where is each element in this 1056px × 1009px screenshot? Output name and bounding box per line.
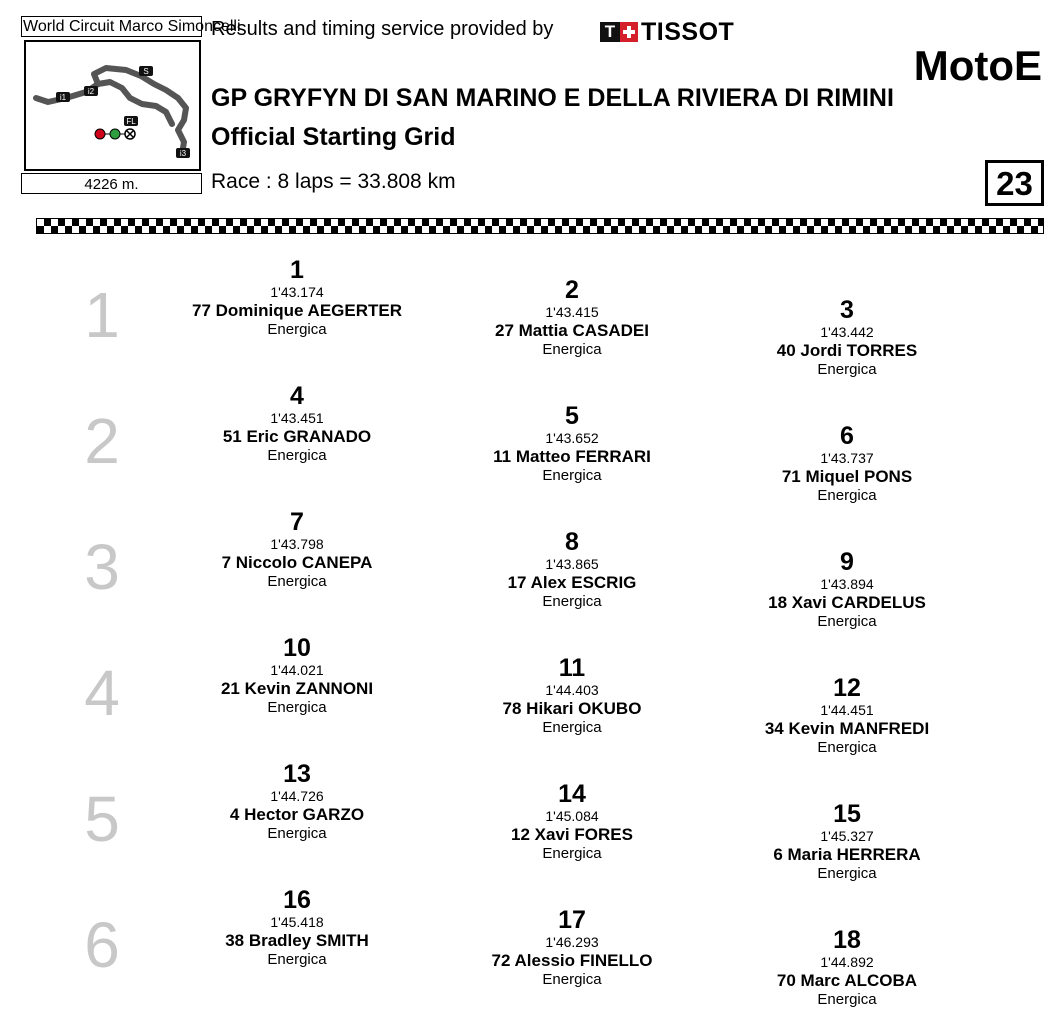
team-name: Energica [542, 971, 602, 988]
rider-name: 72 Alessio FINELLO [491, 951, 653, 970]
grid-position: 6 [840, 422, 854, 450]
team-name: Energica [817, 613, 877, 630]
team-name: Energica [817, 739, 877, 756]
grid-slot [707, 801, 987, 883]
grid-slot [157, 887, 437, 969]
team-name: Energica [817, 487, 877, 504]
grid-slot [157, 509, 437, 591]
team-name: Energica [542, 341, 602, 358]
team-name: Energica [267, 699, 327, 716]
rider-name: 6 Maria HERRERA [773, 845, 921, 864]
grid-slot [707, 423, 987, 505]
document-title: Official Starting Grid [211, 123, 456, 151]
team-name: Energica [542, 845, 602, 862]
grid-position: 5 [565, 402, 579, 430]
rider-name: 71 Miquel PONS [781, 467, 913, 486]
lap-time: 1'44.021 [270, 662, 324, 678]
lap-time: 1'44.403 [545, 682, 599, 698]
rider-name: 18 Xavi CARDELUS [768, 593, 926, 612]
grid-slot [432, 403, 712, 485]
team-name: Energica [267, 825, 327, 842]
class-name: MotoE [913, 42, 1042, 89]
grid-position: 15 [833, 800, 861, 828]
lap-time: 1'43.174 [270, 284, 324, 300]
team-name: Energica [267, 573, 327, 590]
rider-name: 4 Hector GARZO [229, 805, 365, 824]
grid-slot [157, 761, 437, 843]
grid-position: 12 [833, 674, 861, 702]
grid-slot [707, 675, 987, 757]
red-light-icon [95, 129, 105, 139]
track-label-i3: i3 [179, 149, 187, 158]
grid-slot [157, 635, 437, 717]
grid-position: 11 [558, 654, 586, 682]
green-light-icon [110, 129, 120, 139]
page-number: 23 [985, 160, 1044, 206]
team-name: Energica [267, 447, 327, 464]
rider-name: 40 Jordi TORRES [776, 341, 918, 360]
grid-row-number: 2 [84, 405, 120, 477]
swiss-cross-icon [620, 22, 638, 42]
rider-name: 70 Marc ALCOBA [776, 971, 918, 990]
grid-slot [432, 277, 712, 359]
team-name: Energica [542, 467, 602, 484]
lap-time: 1'44.451 [820, 702, 874, 718]
grid-position: 1 [290, 256, 304, 284]
grid-position: 2 [565, 276, 579, 304]
tissot-t-icon: T [600, 22, 620, 42]
provider-text: Results and timing service provided by [211, 18, 554, 40]
grid-slot [432, 907, 712, 989]
track-label-s: S [143, 67, 149, 76]
lap-time: 1'43.894 [820, 576, 874, 592]
grid-slot [157, 383, 437, 465]
rider-name: 11 Matteo FERRARI [493, 447, 651, 466]
team-name: Energica [542, 719, 602, 736]
track-map-icon [26, 42, 199, 169]
event-title: GP GRYFYN DI SAN MARINO E DELLA RIVIERA DI RIMINI [211, 84, 894, 112]
grid-position: 14 [558, 780, 586, 808]
lap-time: 1'45.084 [545, 808, 599, 824]
team-name: Energica [817, 865, 877, 882]
race-info: Race : 8 laps = 33.808 km [211, 170, 456, 193]
grid-position: 18 [833, 926, 861, 954]
rider-name: 17 Alex ESCRIG [507, 573, 637, 592]
lap-time: 1'43.737 [820, 450, 874, 466]
grid-row-number: 3 [84, 531, 120, 603]
grid-position: 8 [565, 528, 579, 556]
rider-name: 38 Bradley SMITH [225, 931, 369, 950]
track-label-fl: FL [126, 117, 136, 126]
team-name: Energica [267, 951, 327, 968]
team-name: Energica [817, 991, 877, 1008]
rider-name: 12 Xavi FORES [511, 825, 633, 844]
grid-slot [432, 655, 712, 737]
tissot-logo [600, 20, 734, 44]
grid-position: 4 [290, 382, 304, 410]
lap-time: 1'44.892 [820, 954, 874, 970]
lap-time: 1'43.865 [545, 556, 599, 572]
grid-row-number: 6 [84, 909, 120, 981]
track-map [24, 40, 201, 171]
grid-slot [707, 549, 987, 631]
lap-time: 1'43.415 [545, 304, 599, 320]
circuit-name: World Circuit Marco Simoncelli [23, 18, 241, 35]
team-name: Energica [817, 361, 877, 378]
lap-time: 1'46.293 [545, 934, 599, 950]
tissot-wordmark: TISSOT [641, 18, 735, 46]
track-label-i1: i1 [59, 93, 67, 102]
lap-time: 1'43.451 [270, 410, 324, 426]
rider-name: 7 Niccolo CANEPA [221, 553, 373, 572]
grid-slot [432, 781, 712, 863]
grid-position: 7 [290, 508, 304, 536]
grid-row-number: 5 [84, 783, 120, 855]
grid-slot [707, 926, 987, 1008]
lap-time: 1'43.442 [820, 324, 874, 340]
lap-time: 1'45.418 [270, 914, 324, 930]
grid-position: 10 [283, 634, 311, 662]
rider-name: 51 Eric GRANADO [222, 427, 372, 446]
grid-slot [707, 297, 987, 379]
lap-time: 1'43.652 [545, 430, 599, 446]
grid-slot [157, 257, 437, 339]
track-label-i2: i2 [87, 87, 95, 96]
rider-name: 27 Mattia CASADEI [495, 321, 649, 340]
grid-slot [432, 529, 712, 611]
grid-row-number: 4 [84, 657, 120, 729]
lap-time: 1'44.726 [270, 788, 324, 804]
lap-time: 1'45.327 [820, 828, 874, 844]
grid-position: 9 [840, 548, 854, 576]
rider-name: 34 Kevin MANFREDI [764, 719, 930, 738]
checkered-divider [36, 218, 1044, 234]
grid-position: 16 [283, 886, 311, 914]
grid-position: 3 [840, 296, 854, 324]
grid-position: 13 [283, 760, 311, 788]
team-name: Energica [267, 321, 327, 338]
team-name: Energica [542, 593, 602, 610]
track-length: 4226 m. [21, 173, 202, 194]
rider-name: 21 Kevin ZANNONI [220, 679, 374, 698]
rider-name: 78 Hikari OKUBO [502, 699, 642, 718]
rider-name: 77 Dominique AEGERTER [191, 301, 402, 320]
lap-time: 1'43.798 [270, 536, 324, 552]
grid-position: 17 [558, 906, 586, 934]
grid-row-number: 1 [84, 279, 120, 351]
